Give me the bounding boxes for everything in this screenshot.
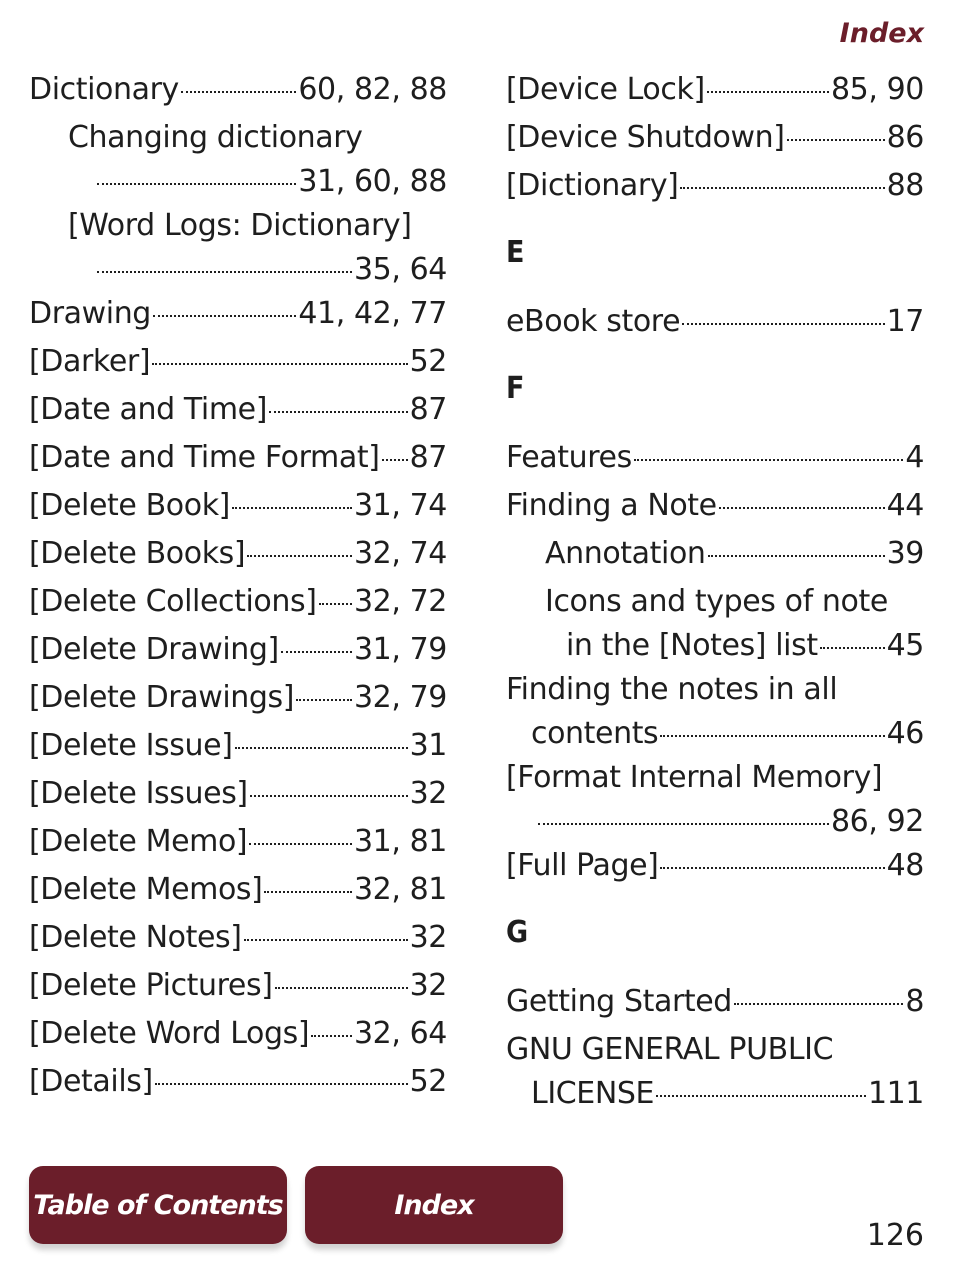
dot-leader [153,315,296,317]
index-entry-label: [Date and Time Format] [29,440,380,475]
dot-leader [656,1095,866,1097]
index-entry-pages[interactable]: 39 [886,536,924,571]
dot-leader [296,699,352,701]
index-entry[interactable] [29,114,447,162]
index-entry-pages[interactable]: 86 [886,120,924,155]
index-entry-label: [Device Lock] [506,72,705,107]
index-entry[interactable] [29,434,447,482]
header-title: Index [839,18,924,49]
table-of-contents-button[interactable] [29,1166,287,1244]
index-entry[interactable] [506,754,924,802]
dot-leader [181,91,296,93]
dot-leader [155,1083,408,1085]
index-entry-pages[interactable]: 32, 72 [353,584,447,619]
index-entry-pages[interactable]: 31 [409,728,447,763]
index-entry[interactable] [506,1074,924,1114]
index-entry[interactable] [506,66,924,114]
index-entry[interactable] [29,530,447,578]
index-entry[interactable] [506,714,924,754]
dot-leader [281,651,352,653]
index-entry[interactable] [506,114,924,162]
index-button-label: Index [394,1189,474,1221]
index-entry-label: GNU GENERAL PUBLIC [506,1032,834,1067]
index-entry-label: eBook store [506,304,681,339]
index-entry[interactable] [29,914,447,962]
index-entry-label: [Delete Memos] [29,872,263,907]
dot-leader [382,459,408,461]
index-entry-label: [Device Shutdown] [506,120,785,155]
index-entry-pages[interactable]: 32 [409,776,447,811]
index-entry[interactable] [506,434,924,482]
dot-leader [275,987,408,989]
index-entry[interactable] [506,626,924,666]
index-entry-pages[interactable]: 44 [886,488,924,523]
index-entry[interactable] [29,1010,447,1058]
index-entry-pages[interactable]: 4 [905,440,924,475]
index-entry[interactable] [29,386,447,434]
index-entry-pages[interactable]: 8 [905,984,924,1019]
index-entry-pages[interactable]: 17 [886,304,924,339]
index-entry[interactable] [29,674,447,722]
index-entry[interactable] [29,338,447,386]
index-entry[interactable] [29,66,447,114]
index-entry[interactable] [29,482,447,530]
dot-leader [269,411,408,413]
index-entry-label: [Word Logs: Dictionary] [68,208,412,243]
index-entry-label: LICENSE [531,1076,655,1111]
index-entry-pages[interactable]: 46 [886,716,924,751]
index-entry-label: [Dictionary] [506,168,679,203]
index-entry-label: Getting Started [506,984,732,1019]
index-entry-label: [Delete Notes] [29,920,242,955]
index-entry[interactable] [29,578,447,626]
index-entry-label: [Date and Time] [29,392,268,427]
dot-leader [708,555,885,557]
table-of-contents-label: Table of Contents [33,1189,283,1221]
index-entry-pages[interactable]: 31, 79 [353,632,447,667]
index-entry-label: [Delete Word Logs] [29,1016,310,1051]
index-entry-label: Dictionary [29,72,179,107]
section-letter: G [506,915,528,950]
section-letter: E [506,235,525,270]
index-entry[interactable] [29,202,447,250]
index-entry-label: [Details] [29,1064,153,1099]
dot-leader [232,507,352,509]
index-entry-pages[interactable]: 32, 74 [353,536,447,571]
index-entry-label: Annotation [545,536,706,571]
index-entry-label: [Delete Pictures] [29,968,273,1003]
dot-leader [660,867,884,869]
dot-leader [247,555,352,557]
index-entry-label: [Delete Drawing] [29,632,279,667]
dot-leader [250,795,408,797]
index-entry-label: [Delete Issue] [29,728,233,763]
dot-leader [264,891,352,893]
index-entry-label: [Delete Books] [29,536,246,571]
index-entry-label: [Delete Issues] [29,776,248,811]
index-entry-label: [Full Page] [506,848,659,883]
index-entry-label: [Darker] [29,344,151,379]
dot-leader [97,271,352,273]
index-entry-pages[interactable]: 31, 74 [353,488,447,523]
dot-leader [97,183,296,185]
index-entry-label: [Format Internal Memory] [506,760,883,795]
dot-leader [680,187,884,189]
dot-leader [820,647,885,649]
index-entry[interactable] [29,722,447,770]
index-entry[interactable] [506,842,924,890]
index-entry-label: [Delete Collections] [29,584,317,619]
index-entry-label: Changing dictionary [68,120,363,155]
section-letter: F [506,371,525,406]
index-entry-pages[interactable]: 32 [409,920,447,955]
index-entry-label: Features [506,440,632,475]
index-entry[interactable] [506,666,924,714]
dot-leader [707,91,829,93]
index-entry[interactable] [506,802,924,842]
dot-leader [244,939,408,941]
index-entry[interactable] [29,290,447,338]
page-number: 126 [866,1218,924,1253]
dot-leader [235,747,408,749]
index-entry[interactable] [29,818,447,866]
index-entry-label: Finding the notes in all [506,672,838,707]
index-entry[interactable] [506,978,924,1026]
dot-leader [660,735,884,737]
dot-leader [319,603,352,605]
index-entry-pages[interactable]: 52 [409,344,447,379]
index-entry-pages[interactable]: 87 [409,392,447,427]
index-entry[interactable] [506,1026,924,1074]
dot-leader [787,139,885,141]
index-entry-pages[interactable]: 32, 64 [353,1016,447,1051]
index-entry[interactable] [29,1058,447,1106]
index-column-left [29,66,447,1106]
index-entry[interactable] [29,626,447,674]
dot-leader [249,843,352,845]
index-entry[interactable] [29,162,447,202]
index-entry-pages[interactable]: 85, 90 [830,72,924,107]
index-entry-label: Finding a Note [506,488,717,523]
dot-leader [311,1035,352,1037]
index-entry[interactable] [29,770,447,818]
index-entry-label: in the [Notes] list [566,628,818,663]
index-entry[interactable] [506,530,924,578]
index-entry-label: [Delete Book] [29,488,230,523]
index-entry-pages[interactable]: 88 [886,168,924,203]
index-entry-pages[interactable]: 86, 92 [830,804,924,839]
index-entry[interactable] [29,866,447,914]
index-entry-pages[interactable]: 35, 64 [353,252,447,287]
index-column-right [506,66,924,1114]
dot-leader [634,459,904,461]
index-entry-pages[interactable]: 31, 60, 88 [298,164,447,199]
index-entry[interactable] [29,962,447,1010]
dot-leader [152,363,408,365]
index-entry-pages[interactable]: 32, 79 [353,680,447,715]
index-entry-pages[interactable]: 32 [409,968,447,1003]
index-entry-label: contents [531,716,659,751]
index-entry[interactable] [29,250,447,290]
index-entry-label: [Delete Memo] [29,824,248,859]
index-entry-label: [Delete Drawings] [29,680,295,715]
index-entry-pages[interactable]: 32, 81 [353,872,447,907]
index-entry[interactable] [506,162,924,210]
index-entry-pages[interactable]: 87 [409,440,447,475]
index-entry-pages[interactable]: 48 [886,848,924,883]
index-entry-pages[interactable]: 52 [409,1064,447,1099]
index-entry-pages[interactable]: 111 [867,1076,924,1111]
index-entry-pages[interactable]: 45 [886,628,924,663]
index-entry[interactable] [506,578,924,626]
index-button[interactable] [305,1166,563,1244]
dot-leader [538,823,829,825]
index-entry[interactable] [506,482,924,530]
index-entry-pages[interactable]: 41, 42, 77 [298,296,447,331]
index-entry-label: Icons and types of note [545,584,888,619]
index-entry-pages[interactable]: 31, 81 [353,824,447,859]
index-entry[interactable] [506,298,924,346]
index-entry-label: Drawing [29,296,151,331]
index-entry-pages[interactable]: 60, 82, 88 [298,72,447,107]
dot-leader [734,1003,903,1005]
dot-leader [719,507,885,509]
dot-leader [682,323,884,325]
